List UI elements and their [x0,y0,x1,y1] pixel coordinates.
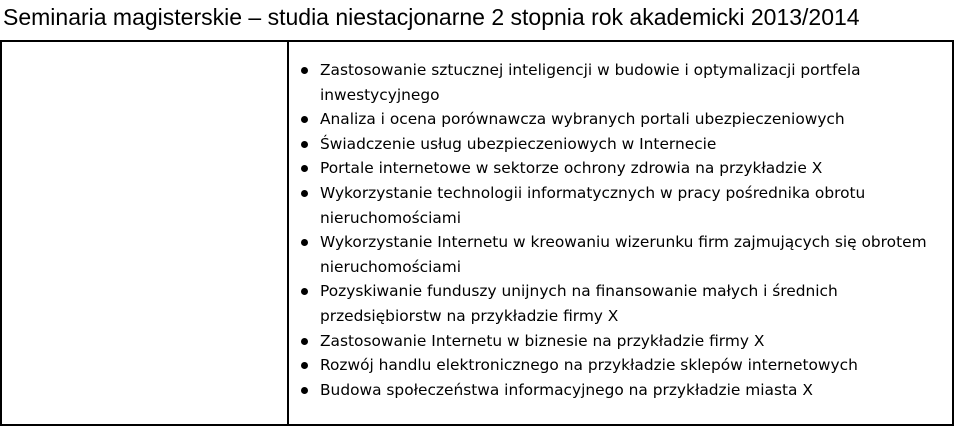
topic-text: Analiza i ocena porównawcza wybranych portali ubezpieczeniowych [320,110,845,129]
list-item [300,353,950,378]
bullet-icon [301,362,308,369]
list-item [300,230,950,279]
list-item [300,156,950,181]
topic-text: Portale internetowe w sektorze ochrony zdrowia na przykładzie X [320,159,823,178]
topic-text: Wykorzystanie Internetu w kreowaniu wizerunku firm zajmujących się obrotem nieruchomościami [320,233,927,276]
bullet-icon [301,141,308,148]
page-title: Seminaria magisterskie – studia niestacjonarne 2 stopnia rok akademicki 2013/2014 [3,4,860,30]
bullet-icon [301,288,308,295]
list-item [300,279,950,328]
topic-text: Budowa społeczeństwa informacyjnego na przykładzie miasta X [320,380,813,399]
bullet-icon [301,387,308,394]
bullet-icon [301,116,308,123]
bullet-icon [301,165,308,172]
topic-list [300,58,950,402]
topic-text: Świadczenie usług ubezpieczeniowych w Internecie [320,134,717,153]
topic-text: Pozyskiwanie funduszy unijnych na finansowanie małych i średnich przedsiębiorstw na przykładzie firmy X [320,282,838,325]
list-item [300,132,950,157]
topic-text: Wykorzystanie technologii informatycznych w pracy pośrednika obrotu nieruchomościami [320,183,866,227]
topics-table [0,40,954,426]
bullet-icon [301,67,308,74]
bullet-icon [301,190,308,197]
topic-text: Zastosowanie Internetu w biznesie na przykładzie firmy X [320,331,765,350]
table-left-column [2,42,289,424]
topic-text: Zastosowanie sztucznej inteligencji w budowie i optymalizacji portfela inwestycyjnego [320,61,861,104]
bullet-icon [301,239,308,246]
list-item [300,378,950,403]
list-item [300,181,950,230]
bullet-icon [301,338,308,345]
list-item [300,107,950,132]
list-item [300,329,950,354]
list-item [300,58,950,107]
topic-text: Rozwój handlu elektronicznego na przykładzie sklepów internetowych [320,356,858,375]
